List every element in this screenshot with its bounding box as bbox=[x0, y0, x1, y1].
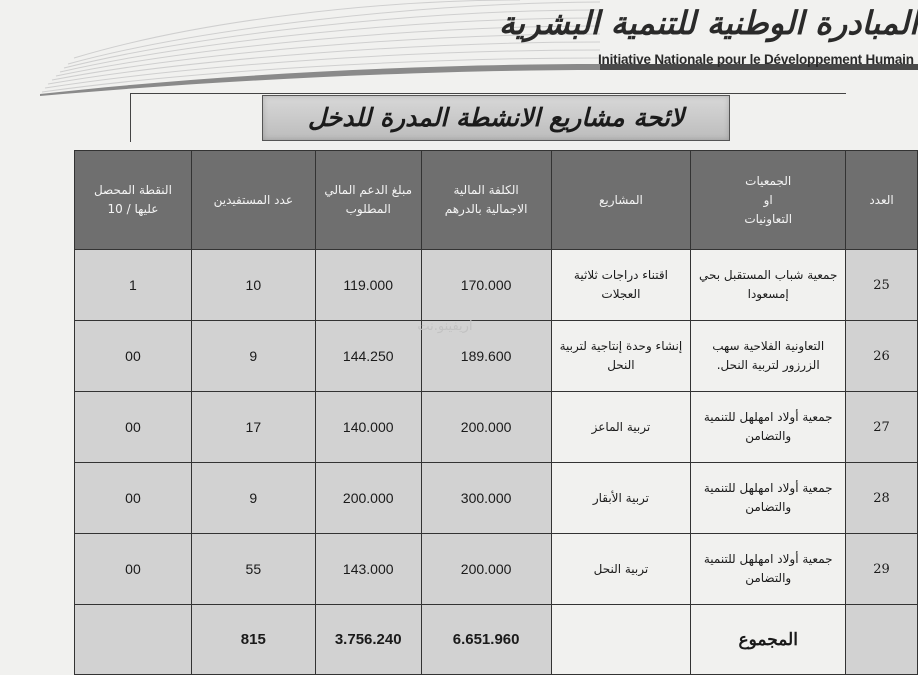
cell-support: 140.000 bbox=[315, 392, 421, 463]
header-project: المشاريع bbox=[551, 151, 691, 250]
cell-total-empty bbox=[75, 605, 192, 675]
total-beneficiaries: 815 bbox=[191, 605, 315, 675]
header-beneficiaries: عدد المستفيدين bbox=[191, 151, 315, 250]
total-support: 3.756.240 bbox=[315, 605, 421, 675]
cell-cost: 200.000 bbox=[421, 534, 551, 605]
cell-project: تربية النحل bbox=[551, 534, 691, 605]
cell-score: 1 bbox=[75, 250, 192, 321]
header-cost: الكلفة المالية الاجمالية بالدرهم bbox=[421, 151, 551, 250]
projects-table bbox=[74, 150, 918, 675]
cell-total-empty bbox=[551, 605, 691, 675]
cell-project: تربية الأبقار bbox=[551, 463, 691, 534]
cell-beneficiaries: 9 bbox=[191, 463, 315, 534]
cell-beneficiaries: 55 bbox=[191, 534, 315, 605]
cell-support: 200.000 bbox=[315, 463, 421, 534]
total-cost: 6.651.960 bbox=[421, 605, 551, 675]
cell-association: جمعية أولاد امهلهل للتنمية والتضامن bbox=[691, 463, 846, 534]
table-row bbox=[75, 321, 918, 392]
cell-beneficiaries: 10 bbox=[191, 250, 315, 321]
title-box bbox=[262, 95, 730, 141]
cell-support: 119.000 bbox=[315, 250, 421, 321]
cell-project: إنشاء وحدة إنتاجية لتربية النحل bbox=[551, 321, 691, 392]
cell-score: 00 bbox=[75, 463, 192, 534]
table-row bbox=[75, 463, 918, 534]
cell-score: 00 bbox=[75, 534, 192, 605]
cell-association: جمعية أولاد امهلهل للتنمية والتضامن bbox=[691, 534, 846, 605]
table-row bbox=[75, 534, 918, 605]
logo-latin-text: Initiative Nationale pour le Développement Humain bbox=[598, 52, 914, 67]
cell-score: 00 bbox=[75, 321, 192, 392]
logo-arabic-text: المبادرة الوطنية للتنمية البشرية bbox=[498, 4, 918, 42]
table-row bbox=[75, 392, 918, 463]
header-association: الجمعيات او التعاونيات bbox=[691, 151, 846, 250]
cell-project: اقتناء دراجات ثلاثية العجلات bbox=[551, 250, 691, 321]
header-number: العدد bbox=[846, 151, 918, 250]
total-label: المجموع bbox=[691, 605, 846, 675]
table-header-row bbox=[75, 151, 918, 250]
cell-cost: 189.600 bbox=[421, 321, 551, 392]
cell-number: 25 bbox=[846, 250, 918, 321]
table-total-row bbox=[75, 605, 918, 675]
table-row bbox=[75, 250, 918, 321]
cell-number: 27 bbox=[846, 392, 918, 463]
watermark-text: اريفينو.نت bbox=[417, 319, 473, 334]
cell-cost: 300.000 bbox=[421, 463, 551, 534]
cell-number: 29 bbox=[846, 534, 918, 605]
cell-support: 144.250 bbox=[315, 321, 421, 392]
cell-cost: 170.000 bbox=[421, 250, 551, 321]
cell-number: 26 bbox=[846, 321, 918, 392]
cell-beneficiaries: 9 bbox=[191, 321, 315, 392]
header-support: مبلغ الدعم المالي المطلوب bbox=[315, 151, 421, 250]
page-title: لائحة مشاريع الانشطة المدرة للدخل bbox=[307, 103, 685, 132]
cell-association: التعاونية الفلاحية سهب الزرزور لتربية النحل. bbox=[691, 321, 846, 392]
cell-cost: 200.000 bbox=[421, 392, 551, 463]
cell-score: 00 bbox=[75, 392, 192, 463]
cell-beneficiaries: 17 bbox=[191, 392, 315, 463]
header-score: النقطة المحصل عليها / 10 bbox=[75, 151, 192, 250]
cell-association: جمعية شباب المستقبل بحي إمسعودا bbox=[691, 250, 846, 321]
cell-association: جمعية أولاد امهلهل للتنمية والتضامن bbox=[691, 392, 846, 463]
cell-project: تربية الماعز bbox=[551, 392, 691, 463]
cell-support: 143.000 bbox=[315, 534, 421, 605]
cell-number: 28 bbox=[846, 463, 918, 534]
cell-total-empty bbox=[846, 605, 918, 675]
